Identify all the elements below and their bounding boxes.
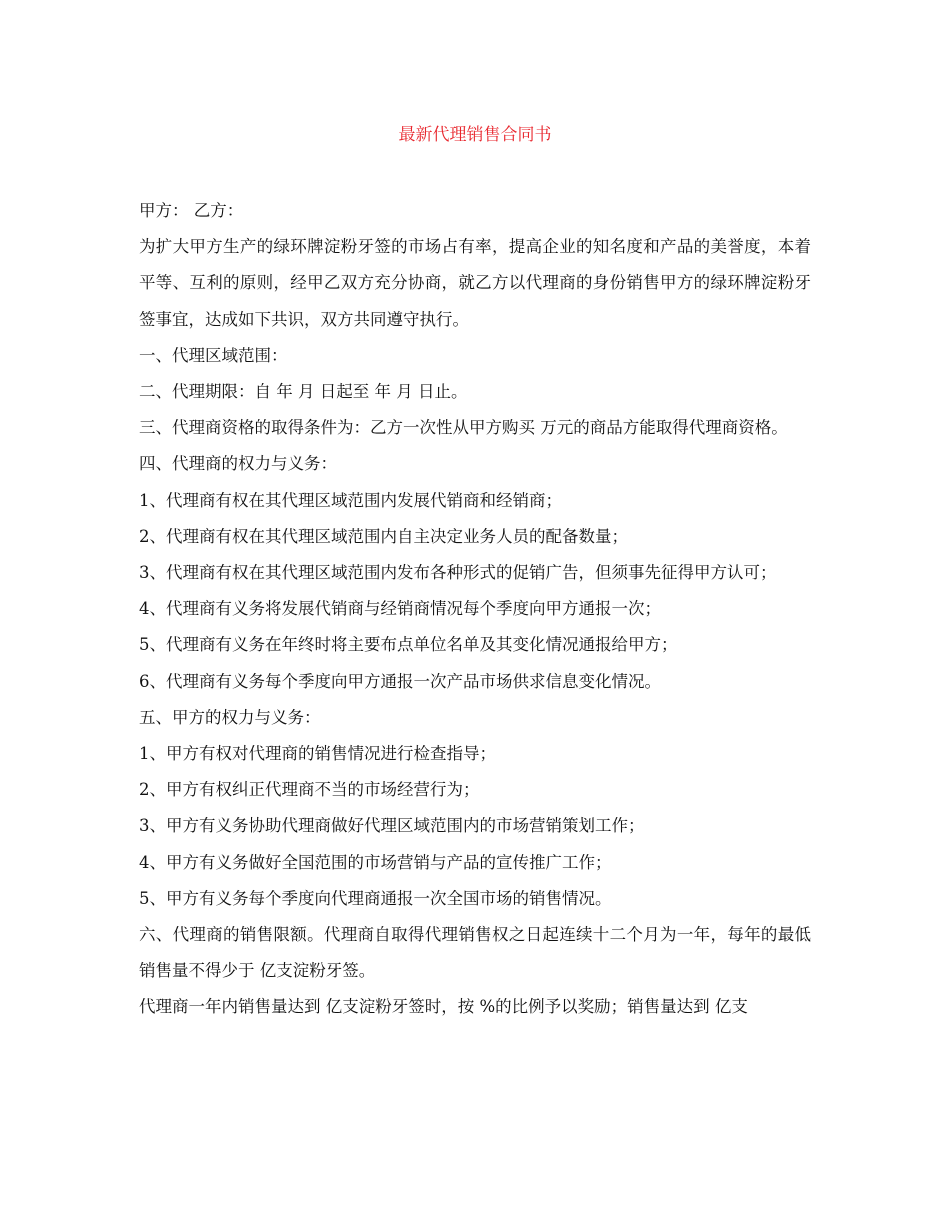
clause-item: 2、甲方有权纠正代理商不当的市场经营行为； bbox=[139, 780, 480, 800]
clause-item: 1、代理商有权在其代理区域范围内发展代销商和经销商； bbox=[139, 490, 562, 510]
party-line: 甲方： 乙方： bbox=[139, 201, 244, 220]
clause-item: 3、甲方有义务协助代理商做好代理区域范围内的市场营销策划工作； bbox=[139, 816, 645, 836]
preamble-paragraph: 为扩大甲方生产的绿环牌淀粉牙签的市场占有率，提高企业的知名度和产品的美誉度，本着平等、互利的原则，经甲乙双方充分协商，就乙方以代理商的身份销售甲方的绿环牌淀粉牙签事宜，达成如下共识，双方共同遵守执行。 bbox=[139, 237, 811, 329]
section-heading-2: 二、代理期限：自 年 月 日起至 年 月 日止。 bbox=[139, 382, 468, 402]
clause-item: 4、甲方有义务做好全国范围的市场营销与产品的宣传推广工作； bbox=[139, 852, 612, 872]
document-body bbox=[139, 193, 811, 1026]
document-title: 最新代理销售合同书 bbox=[398, 125, 552, 145]
section-heading-6: 六、代理商的销售限额。代理商自取得代理销售权之日起连续十二个月为一年，每年的最低销售量不得少于 亿支淀粉牙签。 bbox=[139, 925, 811, 981]
sales-reward-paragraph: 代理商一年内销售量达到 亿支淀粉牙签时，按 %的比例予以奖励；销售量达到 亿支 bbox=[139, 997, 748, 1017]
clause-item: 4、代理商有义务将发展代销商与经销商情况每个季度向甲方通报一次； bbox=[139, 599, 661, 619]
clause-item: 2、代理商有权在其代理区域范围内自主决定业务人员的配备数量； bbox=[139, 526, 628, 546]
clause-item: 1、甲方有权对代理商的销售情况进行检查指导； bbox=[139, 744, 496, 764]
clause-item: 5、甲方有义务每个季度向代理商通报一次全国市场的销售情况。 bbox=[139, 888, 612, 908]
clause-item: 5、代理商有义务在年终时将主要布点单位名单及其变化情况通报给甲方； bbox=[139, 635, 678, 655]
section-heading-4: 四、代理商的权力与义务： bbox=[139, 454, 337, 474]
section-heading-5: 五、甲方的权力与义务： bbox=[139, 707, 321, 727]
section-heading-3: 三、代理商资格的取得条件为：乙方一次性从甲方购买 万元的商品方能取得代理商资格。 bbox=[139, 418, 788, 438]
section-heading-1: 一、代理区域范围： bbox=[139, 345, 288, 365]
clause-item: 6、代理商有义务每个季度向甲方通报一次产品市场供求信息变化情况。 bbox=[139, 671, 661, 691]
clause-item: 3、代理商有权在其代理区域范围内发布各种形式的促销广告，但须事先征得甲方认可； bbox=[139, 563, 777, 583]
